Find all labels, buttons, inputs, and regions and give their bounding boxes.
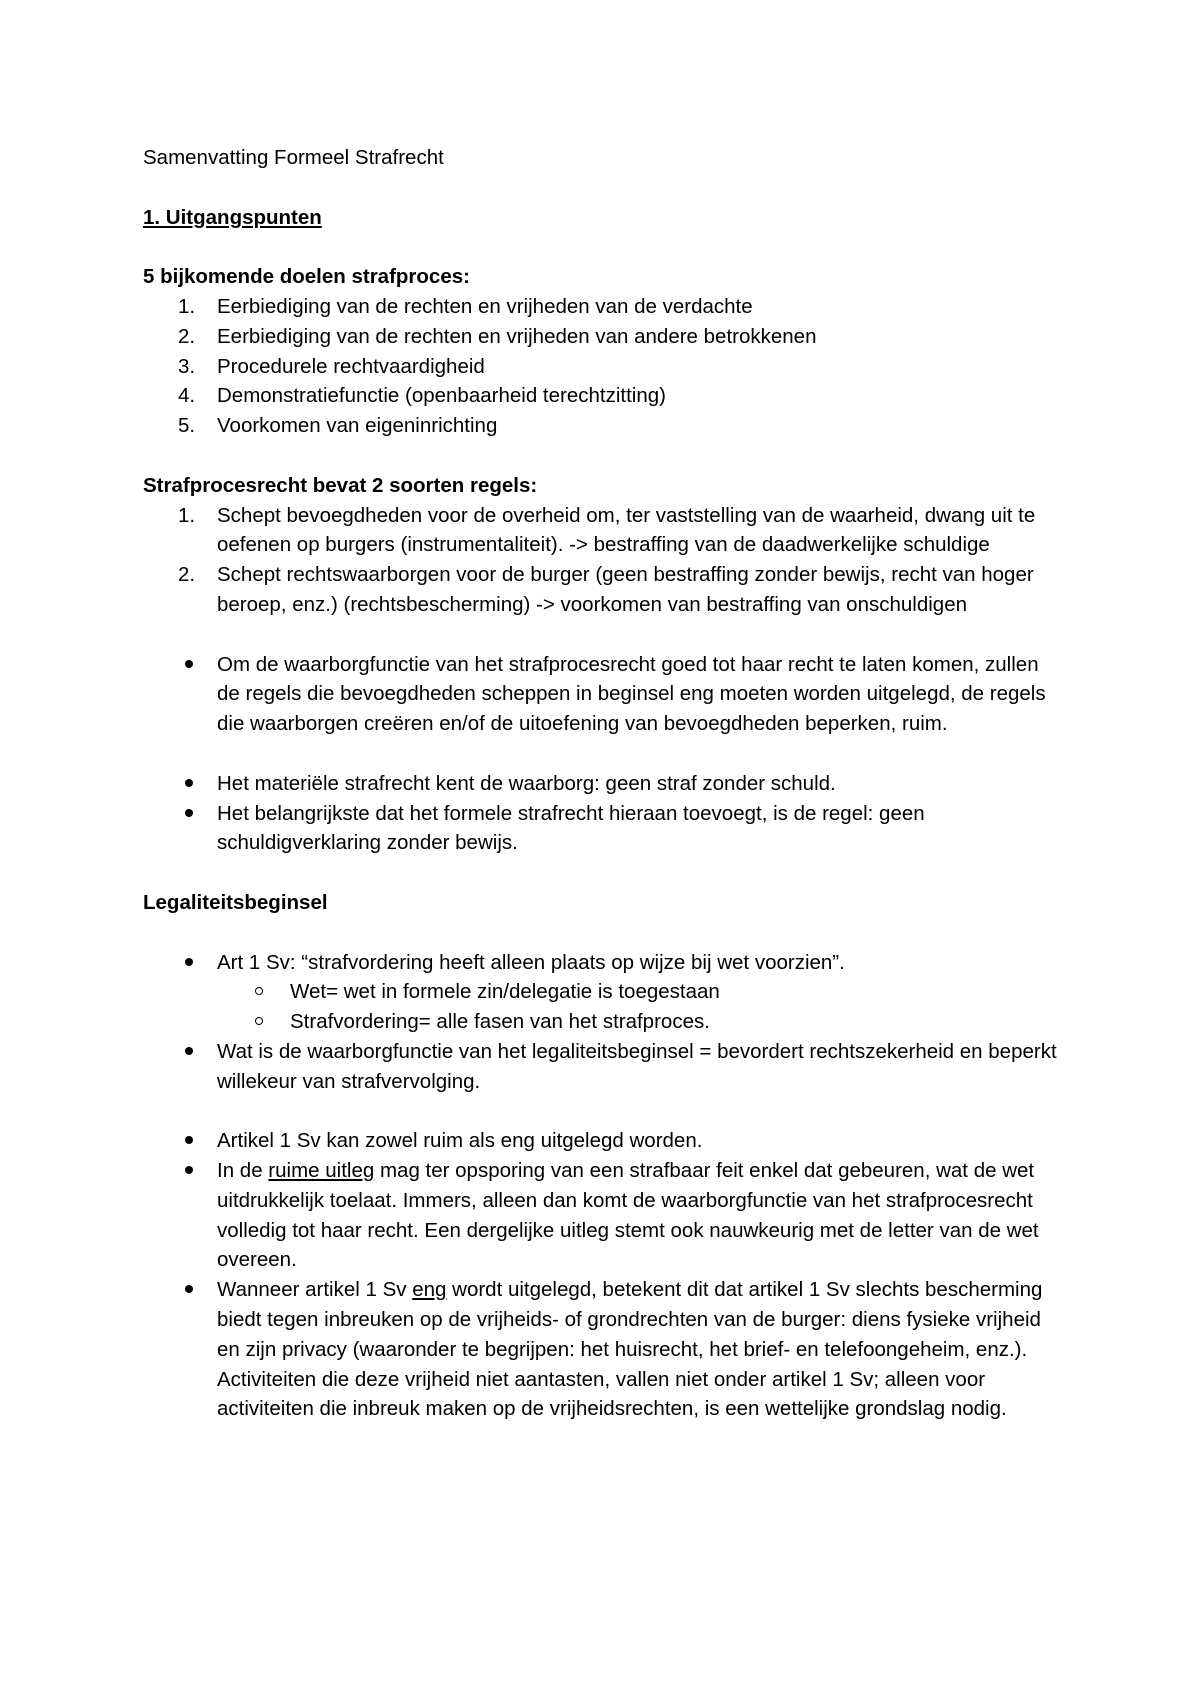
list-item-text: Artikel 1 Sv kan zowel ruim als eng uitgelegd worden.: [217, 1129, 703, 1153]
sub-list-item-text: Wet= wet in formele zin/delegatie is toegestaan: [290, 980, 720, 1004]
list-number: 2.: [178, 324, 196, 348]
bullet-icon: [185, 1047, 193, 1055]
list-number: 3.: [178, 354, 196, 378]
bullet-icon: [185, 1285, 193, 1293]
list-item-text: Het belangrijkste dat het formele strafrecht hieraan toevoegt, is de regel: geen schuldigverklaring zonder bewijs.: [217, 801, 925, 855]
bullet-list-waarborgfunctie: [143, 1037, 1060, 1097]
list-item-text: Voorkomen van eigeninrichting: [217, 414, 498, 438]
list-item: [143, 411, 1060, 441]
circle-bullet-icon: [255, 987, 263, 995]
list-item-text-suffix: mag ter opsporing van een strafbaar feit enkel dat gebeuren, wat de wet uitdrukkelijk toelaat. Immers, alleen dan komt de waarborgfunctie van het strafprocesrecht volledig tot haar recht. Een dergelijke uitleg stemt ook nauwkeurig met de letter van de wet overeen.: [217, 1159, 1039, 1272]
list-item-text: Demonstratiefunctie (openbaarheid terechtzitting): [217, 384, 666, 408]
list-item: [143, 1126, 1060, 1156]
list-item: [143, 1037, 1060, 1097]
list-item: [143, 322, 1060, 352]
bullet-list-art1: [143, 948, 1060, 978]
bullet-icon: [185, 809, 193, 817]
list-item: [143, 799, 1060, 859]
section-heading-uitgangspunten: 1. Uitgangspunten: [143, 205, 322, 229]
list-number: 1.: [178, 503, 196, 527]
sub-bullet-list: [143, 977, 1060, 1037]
goals-list: [143, 292, 1060, 441]
bullet-list-schuld: [143, 769, 1060, 858]
bullet-list-waarborg: [143, 650, 1060, 739]
bullet-icon: [185, 958, 193, 966]
list-item: [143, 381, 1060, 411]
sub-list-item: [143, 1007, 1060, 1037]
list-item: [143, 650, 1060, 739]
list-item: [143, 948, 1060, 978]
underlined-term-ruime-uitleg: ruime uitleg: [268, 1159, 375, 1183]
list-item-text-suffix: wordt uitgelegd, betekent dit dat artikel 1 Sv slechts bescherming biedt tegen inbreuken op de vrijheids- of grondrechten van de burger: diens fysieke vrijheid en zijn privacy (waaronder te begrijpen: het huisrecht, het brief- en telefoongeheim, enz.). Activiteiten die deze vrijheid niet aantasten, vallen niet onder artikel 1 Sv; alleen voor activiteiten die inbreuk maken op de vrijheidsrechten, is een wettelijke grondslag nodig.: [217, 1278, 1043, 1421]
sub-list-item: [143, 977, 1060, 1007]
list-item-text: Om de waarborgfunctie van het strafprocesrecht goed tot haar recht te laten komen, zullen de regels die bevoegdheden scheppen in beginsel eng moeten worden uitgelegd, de regels die waarborgen creëren en/of de uitoefening van bevoegdheden beperken, ruim.: [217, 652, 1046, 736]
list-item-text: Schept rechtswaarborgen voor de burger (geen bestraffing zonder bewijs, recht van hoger beroep, enz.) (rechtsbescherming) -> voorkomen van bestraffing van onschuldigen: [217, 563, 1034, 616]
list-item: [143, 769, 1060, 799]
list-item-text: Eerbiediging van de rechten en vrijheden van de verdachte: [217, 294, 753, 318]
list-item-text-prefix: Wanneer artikel 1 Sv: [217, 1278, 413, 1302]
legaliteitsbeginsel-heading: Legaliteitsbeginsel: [143, 890, 328, 914]
list-number: 5.: [178, 414, 196, 438]
goals-heading: 5 bijkomende doelen strafproces:: [143, 265, 470, 289]
bullet-icon: [185, 660, 193, 668]
list-number: 4.: [178, 384, 196, 408]
list-item: [143, 501, 1060, 561]
rules-list: [143, 501, 1060, 620]
list-item-text-prefix: In de: [217, 1159, 269, 1183]
bullet-icon: [185, 1166, 193, 1174]
list-item-text: Wat is de waarborgfunctie van het legaliteitsbeginsel = bevordert rechtszekerheid en beperkt willekeur van strafvervolging.: [217, 1039, 1057, 1093]
circle-bullet-icon: [255, 1017, 263, 1025]
list-item: [143, 1275, 1060, 1424]
list-number: 1.: [178, 294, 196, 318]
bullet-icon: [185, 1136, 193, 1144]
list-item-text: Eerbiediging van de rechten en vrijheden van andere betrokkenen: [217, 324, 817, 348]
list-item-text: Schept bevoegdheden voor de overheid om, ter vaststelling van de waarheid, dwang uit te oefenen op burgers (instrumentaliteit). -> bestraffing van de daadwerkelijke schuldige: [217, 503, 1036, 557]
list-item: [143, 1156, 1060, 1275]
list-item: [143, 560, 1060, 620]
list-item: [143, 292, 1060, 322]
list-item-text: Procedurele rechtvaardigheid: [217, 354, 485, 378]
list-item: [143, 352, 1060, 382]
sub-list-item-text: Strafvordering= alle fasen van het strafproces.: [290, 1010, 710, 1034]
bullet-list-uitleg: [143, 1126, 1060, 1424]
list-item-text: Art 1 Sv: “strafvordering heeft alleen plaats op wijze bij wet voorzien”.: [217, 950, 845, 974]
list-number: 2.: [178, 563, 196, 587]
rules-heading: Strafprocesrecht bevat 2 soorten regels:: [143, 473, 538, 497]
underlined-term-eng: eng: [412, 1278, 447, 1302]
document-title: Samenvatting Formeel Strafrecht: [143, 146, 444, 169]
bullet-icon: [185, 779, 193, 787]
list-item-text: Het materiële strafrecht kent de waarborg: geen straf zonder schuld.: [217, 771, 836, 795]
